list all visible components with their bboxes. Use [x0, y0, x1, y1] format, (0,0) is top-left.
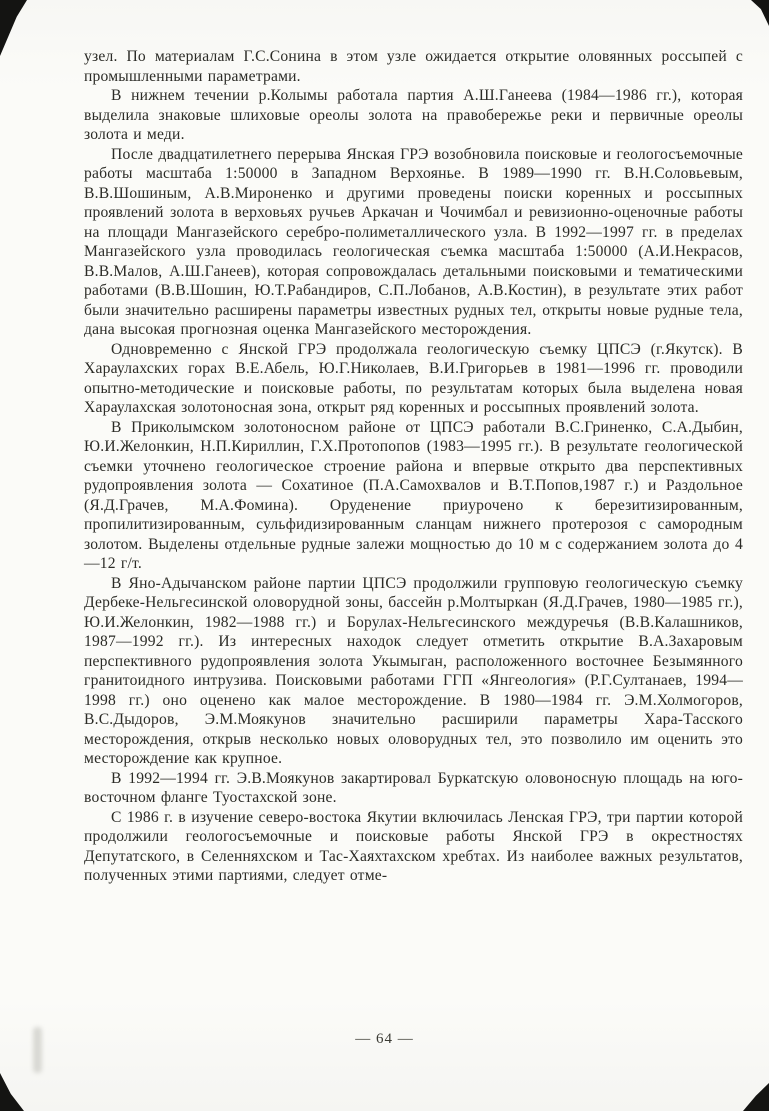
scan-artifact-corner-top-left — [0, 0, 27, 56]
scan-artifact-corner-bottom-right — [743, 1083, 769, 1111]
paragraph: После двадцатилетнего перерыва Янская ГРЭ возобновила поисковые и геологосъемочные работы масштаба 1:50000 в Западном Верхоянье. В 1989—1990 гг. В.Н.Соловьевым, В.В.Шошиным, А.В.Мироненко и другими проведены поиски коренных и россыпных проявлений золота в верховьях ручьев Аркачан и Чочимбал и ревизионно-оценочные работы на площади Мангазейского серебро-полиметаллического узла. В 1992—1997 гг. в пределах Мангазейского узла проводилась геологическая съемка масштаба 1:50000 (А.И.Некрасов, В.В.Малов, А.Ш.Ганеев), которая сопровождалась детальными поисковыми и тематическими работами (В.В.Шошин, Ю.Т.Рабандиров, С.П.Лобанов, А.В.Костин), в результате этих работ были значительно расширены параметры известных рудных тел, открыты новые рудные тела, дана высокая прогнозная оценка Мангазейского месторождения. — [84, 145, 743, 338]
scan-artifact-corner-bottom-left — [0, 1073, 24, 1111]
paragraph: В нижнем течении р.Колымы работала партия А.Ш.Ганеева (1984—1986 гг.), которая выделила знаковые шлиховые ореолы золота на правобережье реки и первичные ореолы золота и меди. — [84, 87, 743, 143]
scan-artifact-corner-top-right — [751, 0, 769, 26]
page-number: — 64 — — [355, 1031, 414, 1047]
paragraph: С 1986 г. в изучение северо-востока Якутии включилась Ленская ГРЭ, три партии которой продолжили геологосъемочные и поисковые работы Янской ГРЭ в окрестностях Депутатского, в Селенняхском и Тас-Хаяхтахском хребтах. Из наиболее важных результатов, полученных этими партиями, следует отме- — [84, 808, 743, 884]
document-text-block — [84, 47, 743, 886]
paragraph: Одновременно с Янской ГРЭ продолжала геологическую съемку ЦПСЭ (г.Якутск). В Хараулахских горах В.Е.Абель, Ю.Г.Николаев, В.И.Григорьев в 1981—1996 гг. проводили опытно-методические и поисковые работы, по результатам которых была выделена новая Хараулахская золотоносная зона, открыт ряд коренных и россыпных проявлений золота. — [84, 340, 743, 416]
paragraph: узел. По материалам Г.С.Сонина в этом узле ожидается открытие оловянных россыпей с промышленными параметрами. — [84, 48, 743, 85]
paragraph: В 1992—1994 гг. Э.В.Моякунов закартировал Буркатскую оловоносную площадь на юго-восточном фланге Туостахской зоне. — [84, 769, 743, 806]
paragraph: В Приколымском золотоносном районе от ЦПСЭ работали В.С.Гриненко, С.А.Дыбин, Ю.И.Желонкин, Н.П.Кириллин, Г.Х.Протопопов (1983—1995 гг.). В результате геологической съемки уточнено геологическое строение района и впервые открыто два перспективных рудопроявления золота — Сохатиное (П.А.Самохвалов и В.Т.Попов,1987 г.) и Раздольное (Я.Д.Грачев, М.А.Фомина). Оруденение приурочено к березитизированным, пропилитизированным, сульфидизированным сланцам нижнего протерозоя с самородным золотом. Выделены отдельные рудные залежи мощностью до 10 м с содержанием золота до 4—12 г/т. — [84, 418, 743, 572]
paragraph: В Яно-Адычанском районе партии ЦПСЭ продолжили групповую геологическую съемку Дербеке-Нельгесинской оловорудной зоны, бассейн р.Молтыркан (Я.Д.Грачев, 1980—1985 гг.), Ю.И.Желонкин, 1982—1988 гг.) и Борулах-Нельгесинского междуречья (В.В.Калашников, 1987—1992 гг.). Из интересных находок следует отметить открытие В.А.Захаровым перспективного рудопроявления золота Укымыган, расположенного восточнее Безымянного гранитоидного интрузива. Поисковыми работами ГГП «Янгеология» (Р.Г.Султанаев, 1994—1998 гг.) оно оценено как малое месторождение. В 1980—1984 гг. Э.М.Холмогоров, В.С.Дыдоров, Э.М.Моякунов значительно расширили параметры Хара-Тасского месторождения, открыв несколько новых оловорудных тел, это позволило им оценить это месторождение как крупное. — [84, 574, 743, 767]
